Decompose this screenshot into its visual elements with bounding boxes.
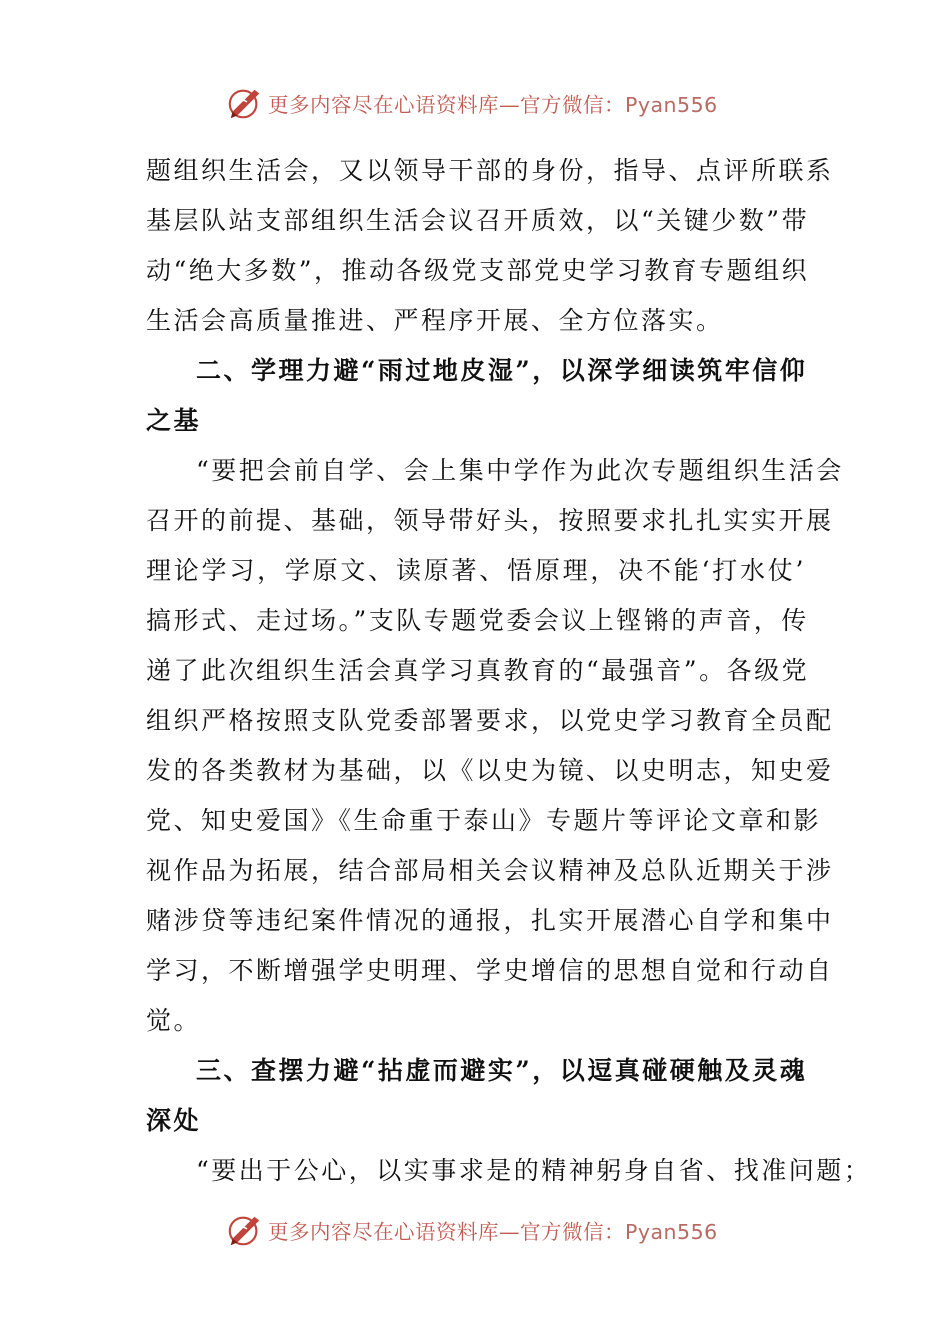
- text-line: 视作品为拓展，结合部局相关会议精神及总队近期关于涉: [146, 856, 834, 885]
- text-line: 发的各类教材为基础，以《以史为镜、以史明志，知史爱: [146, 756, 834, 785]
- watermark-bottom: [226, 1210, 718, 1250]
- watermark-text: [268, 1215, 718, 1245]
- text-line: 赌涉贷等违纪案件情况的通报，扎实开展潜心自学和集中: [146, 906, 834, 935]
- pen-logo-icon: [226, 1211, 264, 1249]
- section-heading-3: [146, 1046, 806, 1146]
- text-line: 组织严格按照支队党委部署要求，以党史学习教育全员配: [146, 706, 834, 735]
- watermark-wechat-label: 官方微信：: [520, 1220, 625, 1244]
- text-line: 党、知史爱国》《生命重于泰山》专题片等评论文章和影: [146, 806, 822, 835]
- text-line: “要把会前自学、会上集中学作为此次专题组织生活会: [196, 456, 844, 485]
- watermark-dash: —: [499, 1220, 520, 1244]
- paragraph-3: [146, 1146, 872, 1196]
- watermark-text: [268, 88, 718, 118]
- heading-line: 二、学理力避“雨过地皮湿”，以深学细读筑牢信仰: [196, 356, 808, 385]
- text-line: 基层队站支部组织生活会议召开质效，以“关键少数”带: [146, 206, 810, 235]
- text-line: 理论学习，学原文、读原著、悟原理，决不能‘打水仗’: [146, 556, 806, 585]
- heading-line: 深处: [146, 1106, 202, 1135]
- watermark-dash: —: [499, 93, 520, 117]
- text-line: “要出于公心，以实事求是的精神躬身自省、找准问题；: [196, 1156, 872, 1185]
- section-heading-2: [146, 346, 806, 446]
- heading-line: 三、查摆力避“拈虚而避实”，以逗真碰硬触及灵魂: [196, 1056, 808, 1085]
- text-line: 搞形式、走过场。”支队专题党委会议上铿锵的声音，传: [146, 606, 809, 635]
- text-line: 生活会高质量推进、严程序开展、全方位落实。: [146, 306, 724, 335]
- heading-line: 之基: [146, 406, 202, 435]
- watermark-brand: 更多内容尽在心语资料库: [268, 93, 499, 117]
- watermark-wechat-label: 官方微信：: [520, 93, 625, 117]
- paragraph-1: [146, 146, 834, 346]
- paragraph-2: [146, 446, 844, 1046]
- text-line: 动“绝大多数”，推动各级党支部党史学习教育专题组织: [146, 256, 810, 285]
- document-body: [146, 146, 872, 1196]
- text-line: 召开的前提、基础，领导带好头，按照要求扎扎实实开展: [146, 506, 834, 535]
- text-line: 学习，不断增强学史明理、学史增信的思想自觉和行动自: [146, 956, 834, 985]
- watermark-wechat-id: Pyan556: [625, 1220, 718, 1244]
- text-line: 递了此次组织生活会真学习真教育的“最强音”。各级党: [146, 656, 810, 685]
- text-line: 题组织生活会，又以领导干部的身份，指导、点评所联系: [146, 156, 834, 185]
- watermark-top: [226, 83, 718, 123]
- text-line: 觉。: [146, 1006, 202, 1035]
- watermark-brand: 更多内容尽在心语资料库: [268, 1220, 499, 1244]
- pen-logo-icon: [226, 84, 264, 122]
- watermark-wechat-id: Pyan556: [625, 93, 718, 117]
